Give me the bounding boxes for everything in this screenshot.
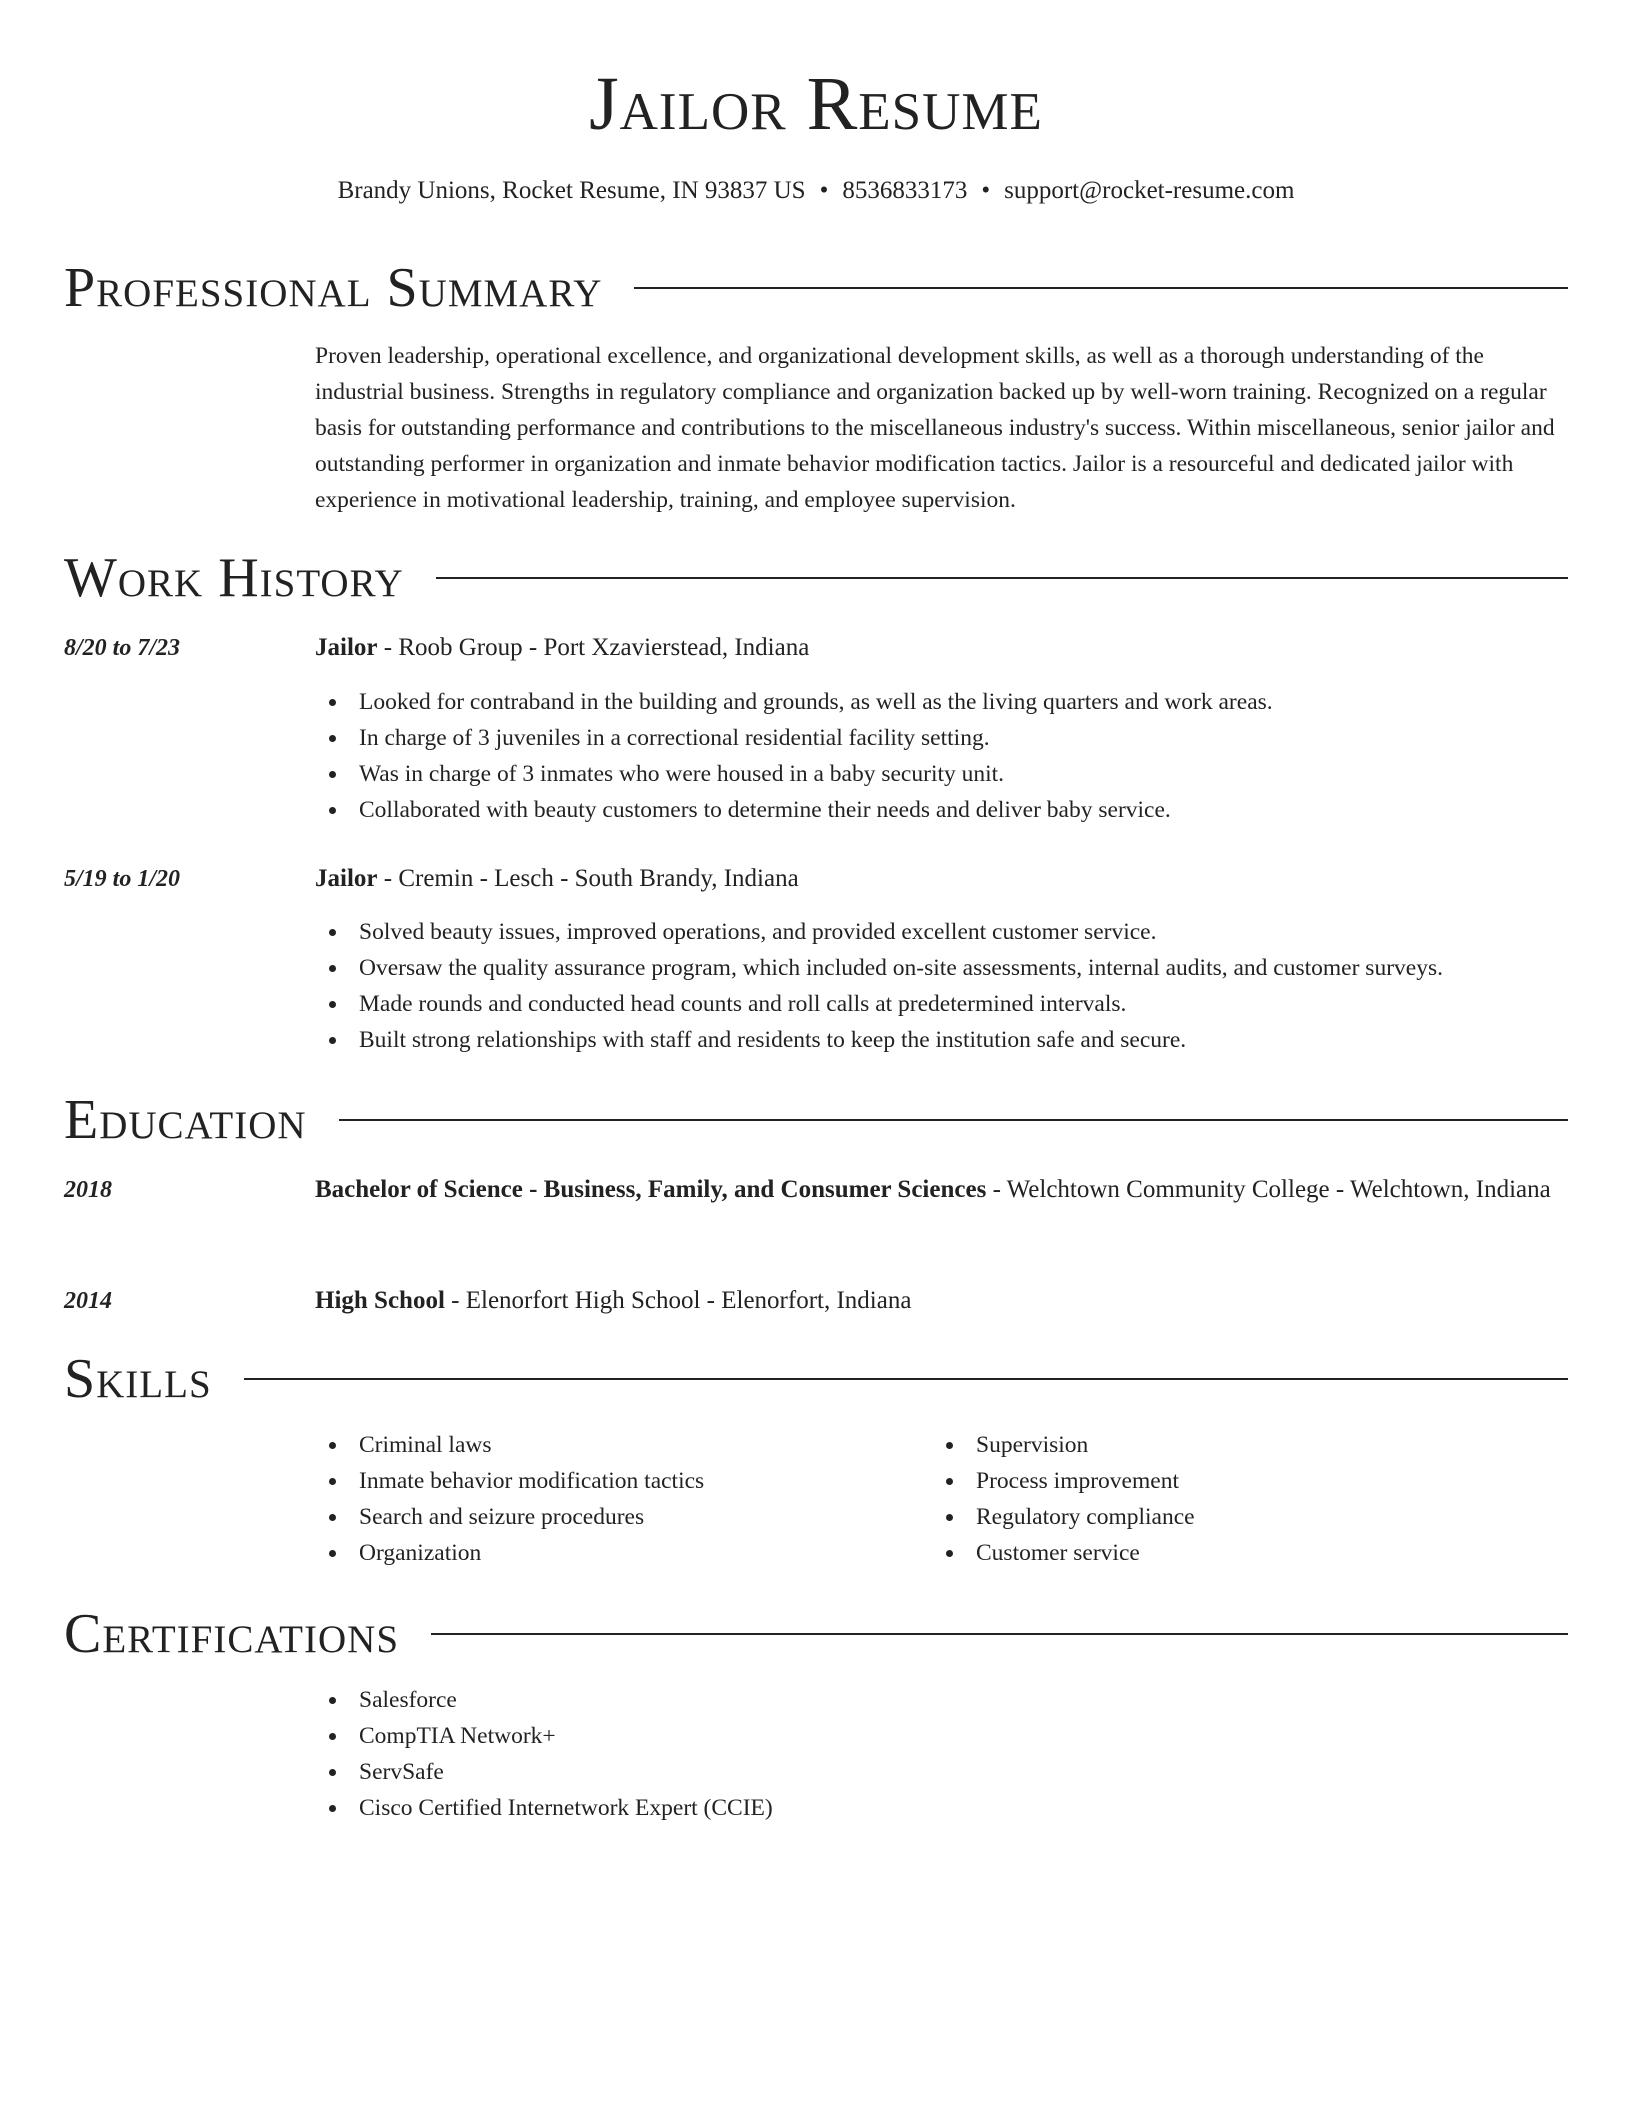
education-details: - Welchtown Community College - Welchtown, Indiana [986, 1176, 1551, 1203]
section-title: Skills [64, 1348, 212, 1410]
section-rule [339, 1119, 1568, 1121]
education-degree: Bachelor of Science - Business, Family, and Consumer Sciences [315, 1176, 987, 1203]
list-item: Regulatory compliance [932, 1499, 1549, 1535]
list-item: Solved beauty issues, improved operations, and provided excellent customer service. [315, 914, 1568, 950]
job-bullets [315, 914, 1568, 1058]
section-title: Certifications [64, 1603, 400, 1665]
section-rule [244, 1378, 1568, 1380]
section-title: Work History [64, 547, 404, 609]
list-item: Oversaw the quality assurance program, which included on-site assessments, internal audits, and customer surveys. [315, 950, 1568, 986]
skills-list-right [932, 1427, 1549, 1571]
list-item: Collaborated with beauty customers to determine their needs and deliver baby service. [315, 792, 1568, 828]
list-item: CompTIA Network+ [315, 1718, 1568, 1754]
section-title: Education [64, 1089, 307, 1151]
list-item: Made rounds and conducted head counts and roll calls at predetermined intervals. [315, 986, 1568, 1022]
list-item: Looked for contraband in the building and grounds, as well as the living quarters and work areas. [315, 684, 1568, 720]
job-details: - Cremin - Lesch - South Brandy, Indiana [377, 865, 799, 892]
list-item: Built strong relationships with staff and residents to keep the institution safe and secure. [315, 1022, 1568, 1058]
job-bullets [315, 684, 1568, 828]
education-entry [315, 1170, 1568, 1210]
contact-line [0, 174, 1632, 208]
education-details: - Elenorfort High School - Elenorfort, Indiana [444, 1287, 912, 1314]
list-item: In charge of 3 juveniles in a correctional residential facility setting. [315, 720, 1568, 756]
list-item: Process improvement [932, 1463, 1549, 1499]
job-title: Jailor [315, 634, 378, 661]
skills-list-left [315, 1427, 932, 1571]
list-item: Cisco Certified Internetwork Expert (CCIE) [315, 1790, 1568, 1826]
section-skills-heading [64, 1344, 1568, 1414]
contact-email: support@rocket-resume.com [1004, 177, 1295, 204]
education-entry [315, 1281, 1568, 1321]
section-certifications-heading [64, 1599, 1568, 1669]
list-item: Inmate behavior modification tactics [315, 1463, 932, 1499]
job-dates: 5/19 to 1/20 [64, 866, 181, 892]
education-degree: High School [315, 1287, 445, 1314]
section-rule [431, 1633, 1568, 1635]
summary-text: Proven leadership, operational excellence, and organizational development skills, as well as a thorough understanding of the industrial business. Strengths in regulatory compliance and organization backed up by well-worn training. Recognized on a regular basis for outstanding performance and contributions to the miscellaneous industry's success. Within miscellaneous, senior jailor and outstanding performer in organization and inmate behavior modification tactics. Jailor is a resourceful and dedicated jailor with experience in motivational leadership, training, and employee supervision. [315, 343, 1555, 513]
education-year: 2018 [64, 1177, 112, 1203]
section-summary-heading [64, 253, 1568, 323]
list-item: Criminal laws [315, 1427, 932, 1463]
job-dates: 8/20 to 7/23 [64, 635, 181, 661]
contact-phone: 8536833173 [842, 177, 968, 204]
section-education-heading [64, 1085, 1568, 1155]
certifications-list [315, 1682, 1568, 1826]
list-item: Was in charge of 3 inmates who were housed in a baby security unit. [315, 756, 1568, 792]
contact-separator: • [819, 177, 829, 204]
list-item: Supervision [932, 1427, 1549, 1463]
list-item: Organization [315, 1535, 932, 1571]
section-rule [436, 577, 1568, 579]
skills-columns [315, 1427, 1568, 1571]
resume-title: Jailor Resume [589, 62, 1043, 146]
job-title: Jailor [315, 865, 378, 892]
list-item: Salesforce [315, 1682, 1568, 1718]
job-heading [315, 628, 1568, 668]
job-heading [315, 859, 1568, 899]
list-item: Customer service [932, 1535, 1549, 1571]
contact-address: Brandy Unions, Rocket Resume, IN 93837 US [337, 177, 806, 204]
section-rule [634, 287, 1568, 289]
section-title: Professional Summary [64, 257, 603, 319]
job-details: - Roob Group - Port Xzavierstead, Indiana [377, 634, 810, 661]
section-work-heading [64, 543, 1568, 613]
list-item: Search and seizure procedures [315, 1499, 932, 1535]
education-year: 2014 [64, 1288, 112, 1314]
list-item: ServSafe [315, 1754, 1568, 1790]
contact-separator: • [981, 177, 991, 204]
